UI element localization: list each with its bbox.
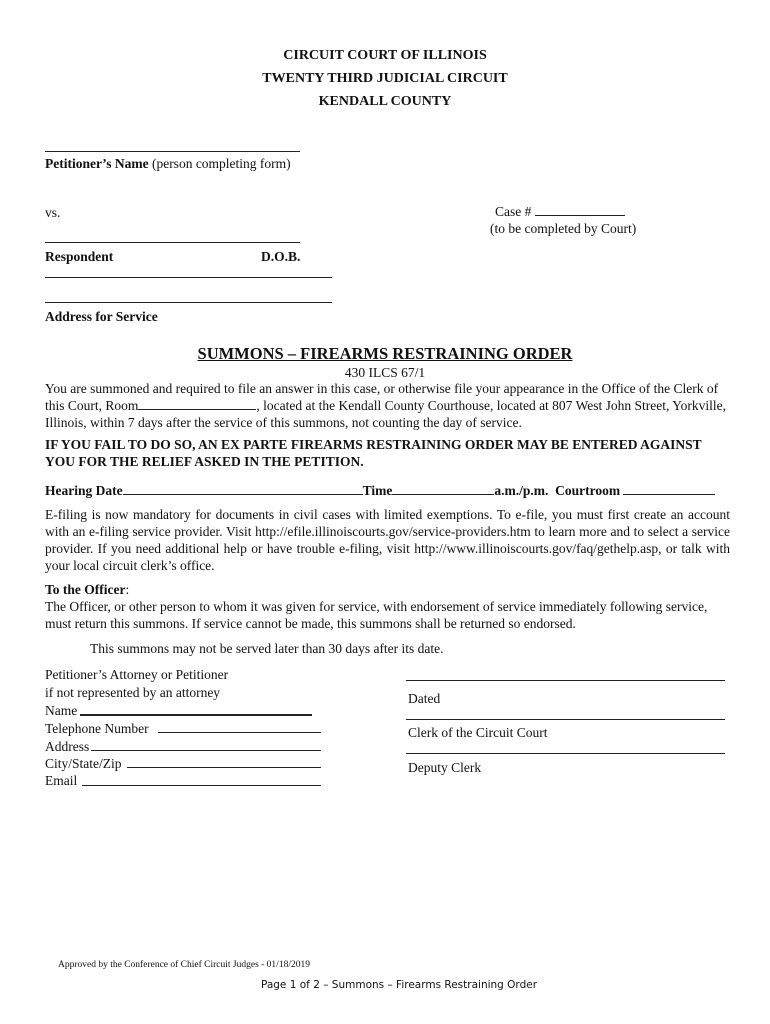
expiry-notice: This summons may not be served later than 30 days after its date. <box>90 641 444 656</box>
hearing-date-label: Hearing Date <box>45 483 123 498</box>
attorney-email-label: Email <box>45 773 78 788</box>
dob-label: D.O.B. <box>261 249 301 264</box>
attorney-city-field[interactable] <box>127 767 321 768</box>
court-name: CIRCUIT COURT OF ILLINOIS <box>283 48 487 63</box>
respondent-label: Respondent <box>45 249 114 264</box>
petitioner-note: (person completing form) <box>151 156 291 171</box>
deputy-signature-line[interactable] <box>406 753 725 754</box>
time-field[interactable] <box>392 482 494 495</box>
petitioner-name-line[interactable] <box>45 151 300 152</box>
attorney-name-field[interactable] <box>80 714 312 716</box>
petitioner-label <box>45 155 291 172</box>
time-label: Time <box>362 483 393 498</box>
officer-instructions: The Officer, or other person to whom it was given for service, with endorsement of service immediately following service, must return this summons. If service cannot be made, this summons shall be returned so endorsed. <box>45 599 708 631</box>
officer-heading-colon: : <box>125 582 130 597</box>
hearing-line <box>45 482 735 499</box>
statute-citation: 430 ILCS 67/1 <box>344 365 426 380</box>
approval-note: Approved by the Conference of Chief Circuit Judges - 01/18/2019 <box>58 960 310 970</box>
default-warning: IF YOU FAIL TO DO SO, AN EX PARTE FIREARMS RESTRAINING ORDER MAY BE ENTERED AGAINST YOU FOR THE RELIEF ASKED IN THE PETITION. <box>45 437 702 469</box>
clerk-signature-line[interactable] <box>406 719 725 720</box>
attorney-name-row <box>45 702 77 719</box>
case-label: Case # <box>495 204 532 219</box>
attorney-telephone-label: Telephone Number <box>45 721 149 736</box>
address-line-2[interactable] <box>45 302 332 303</box>
attorney-heading-1: Petitioner’s Attorney or Petitioner <box>45 667 229 682</box>
summons-text-2: , located at the Kendall County Courthouse, located at 807 West John Street, Yorkville, Illinois, within 7 days after the service of this summons, not counting the day of service. <box>45 398 726 430</box>
officer-heading-text: To the Officer <box>45 582 126 597</box>
petitioner-label-text: Petitioner’s Name <box>45 156 149 171</box>
hearing-date-field[interactable] <box>123 482 363 495</box>
vs-label: vs. <box>45 205 61 220</box>
case-note: (to be completed by Court) <box>490 221 637 236</box>
page-footer: Page 1 of 2 – Summons – Firearms Restraining Order <box>260 979 538 991</box>
form-title: SUMMONS – FIREARMS RESTRAINING ORDER <box>197 344 573 363</box>
case-number <box>495 203 625 220</box>
dated-label: Dated <box>408 691 441 706</box>
attorney-name-label: Name <box>45 703 78 718</box>
courtroom-label: Courtroom <box>555 483 621 498</box>
officer-heading <box>45 581 129 598</box>
case-number-field[interactable] <box>535 203 625 216</box>
respondent-line[interactable] <box>45 242 300 243</box>
address-line-1[interactable] <box>45 277 332 278</box>
clerk-label: Clerk of the Circuit Court <box>408 725 548 740</box>
courtroom-field[interactable] <box>623 482 715 495</box>
efiling-paragraph: E-filing is now mandatory for documents in civil cases with limited exemptions. To e-file, you must first create an account with an e-filing service provider. Visit http://efile.illinoiscourts.gov/service-providers.htm to learn more and to select a service provider. If you need additional help or have trouble e-filing, visit http://www.illinoiscourts.gov/faq/gethelp.asp, or talk with your local circuit clerk’s office. <box>45 507 730 573</box>
county-name: KENDALL COUNTY <box>318 94 452 109</box>
attorney-heading-2: if not represented by an attorney <box>45 685 221 700</box>
summons-text-1: You are summoned and required to file an answer in this case, or otherwise file your appearance in the Office of the Clerk of this Court, Room <box>45 381 719 413</box>
dated-signature-line[interactable] <box>406 680 725 681</box>
judicial-circuit: TWENTY THIRD JUDICIAL CIRCUIT <box>262 71 508 86</box>
attorney-address-label: Address <box>45 739 90 754</box>
address-for-service-label: Address for Service <box>45 309 158 324</box>
summons-paragraph <box>45 380 730 431</box>
attorney-address-field[interactable] <box>91 750 321 751</box>
attorney-telephone-field[interactable] <box>158 732 321 733</box>
room-field[interactable] <box>138 397 256 410</box>
attorney-city-label: City/State/Zip <box>45 756 122 771</box>
ampm-label: a.m./p.m. <box>494 483 549 498</box>
deputy-clerk-label: Deputy Clerk <box>408 760 482 775</box>
attorney-email-field[interactable] <box>82 785 321 786</box>
